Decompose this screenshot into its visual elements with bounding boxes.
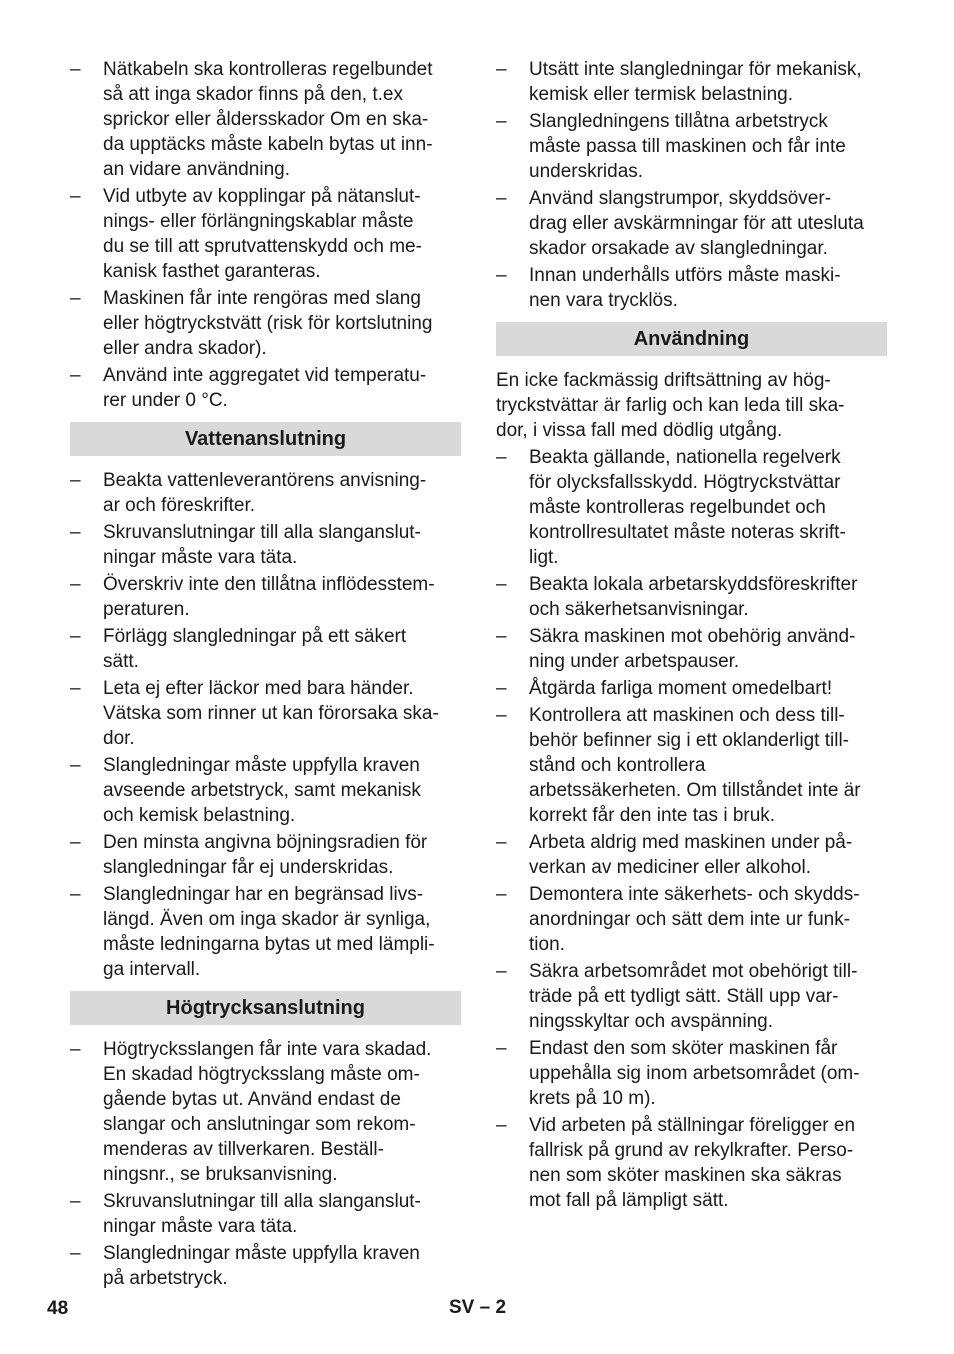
dash-bullet (496, 959, 529, 984)
list-item: – Beakta vattenleverantörens anvisning- ar och föreskrifter. (70, 468, 461, 518)
dash-bullet (70, 753, 103, 778)
list-item: – Åtgärda farliga moment omedelbart! (496, 676, 887, 701)
intro-paragraph: En icke fackmässig driftsättning av hög- tryckstvättar är farlig och kan leda till ska- dor, i vissa fall med dödlig utgång. (496, 370, 845, 441)
dash-bullet (70, 468, 103, 493)
dash-bullet (70, 882, 103, 907)
dash-bullet (496, 882, 529, 907)
list-item: – Högtrycksslangen får inte vara skadad. En skadad högtrycksslang måste om- gående bytas ut. Använd endast de slangar och anslutningar som rekom- menderas av tillverkaren. Beställ- ningsnr., se bruksanvisning. (70, 1037, 461, 1187)
dash-bullet (70, 520, 103, 545)
list-item: – Förlägg slangledningar på ett säkert sätt. (70, 624, 461, 674)
list-item: – Överskriv inte den tillåtna inflödesstem- peraturen. (70, 572, 461, 622)
dash-bullet (70, 624, 103, 649)
dash-bullet (496, 572, 529, 597)
list-item: – Arbeta aldrig med maskinen under på- verkan av mediciner eller alkohol. (496, 830, 887, 880)
dash-bullet (496, 830, 529, 855)
dash-bullet (70, 830, 103, 855)
dash-bullet (496, 186, 529, 211)
list-item: – Vid arbeten på ställningar föreligger en fallrisk på grund av rekylkrafter. Perso- nen som sköter maskinen ska säkras mot fall på lämpligt sätt. (496, 1113, 887, 1213)
dash-bullet (496, 263, 529, 288)
list-item: – Använd slangstrumpor, skyddsöver- drag eller avskärmningar för att utesluta skador orsakade av slangledningar. (496, 186, 887, 261)
dash-bullet (496, 445, 529, 470)
dash-bullet (70, 572, 103, 597)
section-label: – 2 (479, 1297, 507, 1318)
dash-bullet (70, 286, 103, 311)
list-item: – Nätkabeln ska kontrolleras regelbundet så att inga skador finns på den, t.ex sprickor eller åldersskador Om en ska- da upptäcks måste kabeln bytas ut inn- an vidare användning. (70, 57, 461, 182)
dash-bullet (496, 1036, 529, 1061)
dash-bullet (496, 109, 529, 134)
list-item: – Vid utbyte av kopplingar på nätanslut- nings- eller förlängningskablar måste du se till att sprutvattenskydd och me- kanisk fasthet garanteras. (70, 184, 461, 284)
list-item: – Demontera inte säkerhets- och skydds- anordningar och sätt dem inte ur funk- tion. (496, 882, 887, 957)
dash-bullet (496, 703, 529, 728)
dash-bullet (496, 57, 529, 82)
dash-bullet (70, 1189, 103, 1214)
right-column (496, 57, 887, 1215)
list-item: – Säkra maskinen mot obehörig använd- ning under arbetspauser. (496, 624, 887, 674)
dash-bullet (70, 363, 103, 388)
footer-label (449, 1297, 506, 1319)
dash-bullet (70, 1037, 103, 1062)
section-heading-vattenanslutning: Vattenanslutning (70, 422, 461, 456)
dash-bullet (496, 676, 529, 701)
page-number: 48 (47, 1298, 69, 1319)
list-item: – Slangledningar har en begränsad livs- längd. Även om inga skador är synliga, måste ledningarna bytas ut med lämpli- ga intervall. (70, 882, 461, 982)
dash-bullet (70, 57, 103, 82)
dash-bullet (496, 624, 529, 649)
list-item: – Skruvanslutningar till alla slanganslut- ningar måste vara täta. (70, 1189, 461, 1239)
list-item: – Säkra arbetsområdet mot obehörigt till- träde på ett tydligt sätt. Ställ upp var- ningsskyltar och avspänning. (496, 959, 887, 1034)
list-item: – Skruvanslutningar till alla slanganslut- ningar måste vara täta. (70, 520, 461, 570)
list-item: – Maskinen får inte rengöras med slang eller högtryckstvätt (risk för kortslutning eller andra skador). (70, 286, 461, 361)
list-item: – Slangledningens tillåtna arbetstryck måste passa till maskinen och får inte underskridas. (496, 109, 887, 184)
list-item: – Utsätt inte slangledningar för mekanisk, kemisk eller termisk belastning. (496, 57, 887, 107)
left-column (70, 57, 461, 1293)
list-item: – Slangledningar måste uppfylla kraven på arbetstryck. (70, 1241, 461, 1291)
list-item: – Leta ej efter läckor med bara händer. Vätska som rinner ut kan förorsaka ska- dor. (70, 676, 461, 751)
dash-bullet (496, 1113, 529, 1138)
dash-bullet (70, 1241, 103, 1266)
dash-bullet (70, 184, 103, 209)
list-item: – Använd inte aggregatet vid temperatu- rer under 0 °C. (70, 363, 461, 413)
list-item: – Slangledningar måste uppfylla kraven avseende arbetstryck, samt mekanisk och kemisk belastning. (70, 753, 461, 828)
list-item: – Beakta gällande, nationella regelverk för olycksfallsskydd. Högtryckstvättar måste kontrolleras regelbundet och kontrollresultatet måste noteras skrift- ligt. (496, 445, 887, 570)
dash-bullet (70, 676, 103, 701)
list-item: – Kontrollera att maskinen och dess till- behör befinner sig i ett oklanderligt till- stånd och kontrollera arbetssäkerheten. Om tillståndet inte är korrekt får den inte tas i bruk. (496, 703, 887, 828)
language-label: SV (449, 1297, 475, 1318)
list-item: – Den minsta angivna böjningsradien för slangledningar får ej underskridas. (70, 830, 461, 880)
section-heading-anvandning: Användning (496, 322, 887, 356)
section-heading-hogtrycksanslutning: Högtrycksanslutning (70, 991, 461, 1025)
list-item: – Beakta lokala arbetarskyddsföreskrifter och säkerhetsanvisningar. (496, 572, 887, 622)
list-item: – Endast den som sköter maskinen får uppehålla sig inom arbetsområdet (om- krets på 10 m). (496, 1036, 887, 1111)
list-item: – Innan underhålls utförs måste maski- nen vara trycklös. (496, 263, 887, 313)
